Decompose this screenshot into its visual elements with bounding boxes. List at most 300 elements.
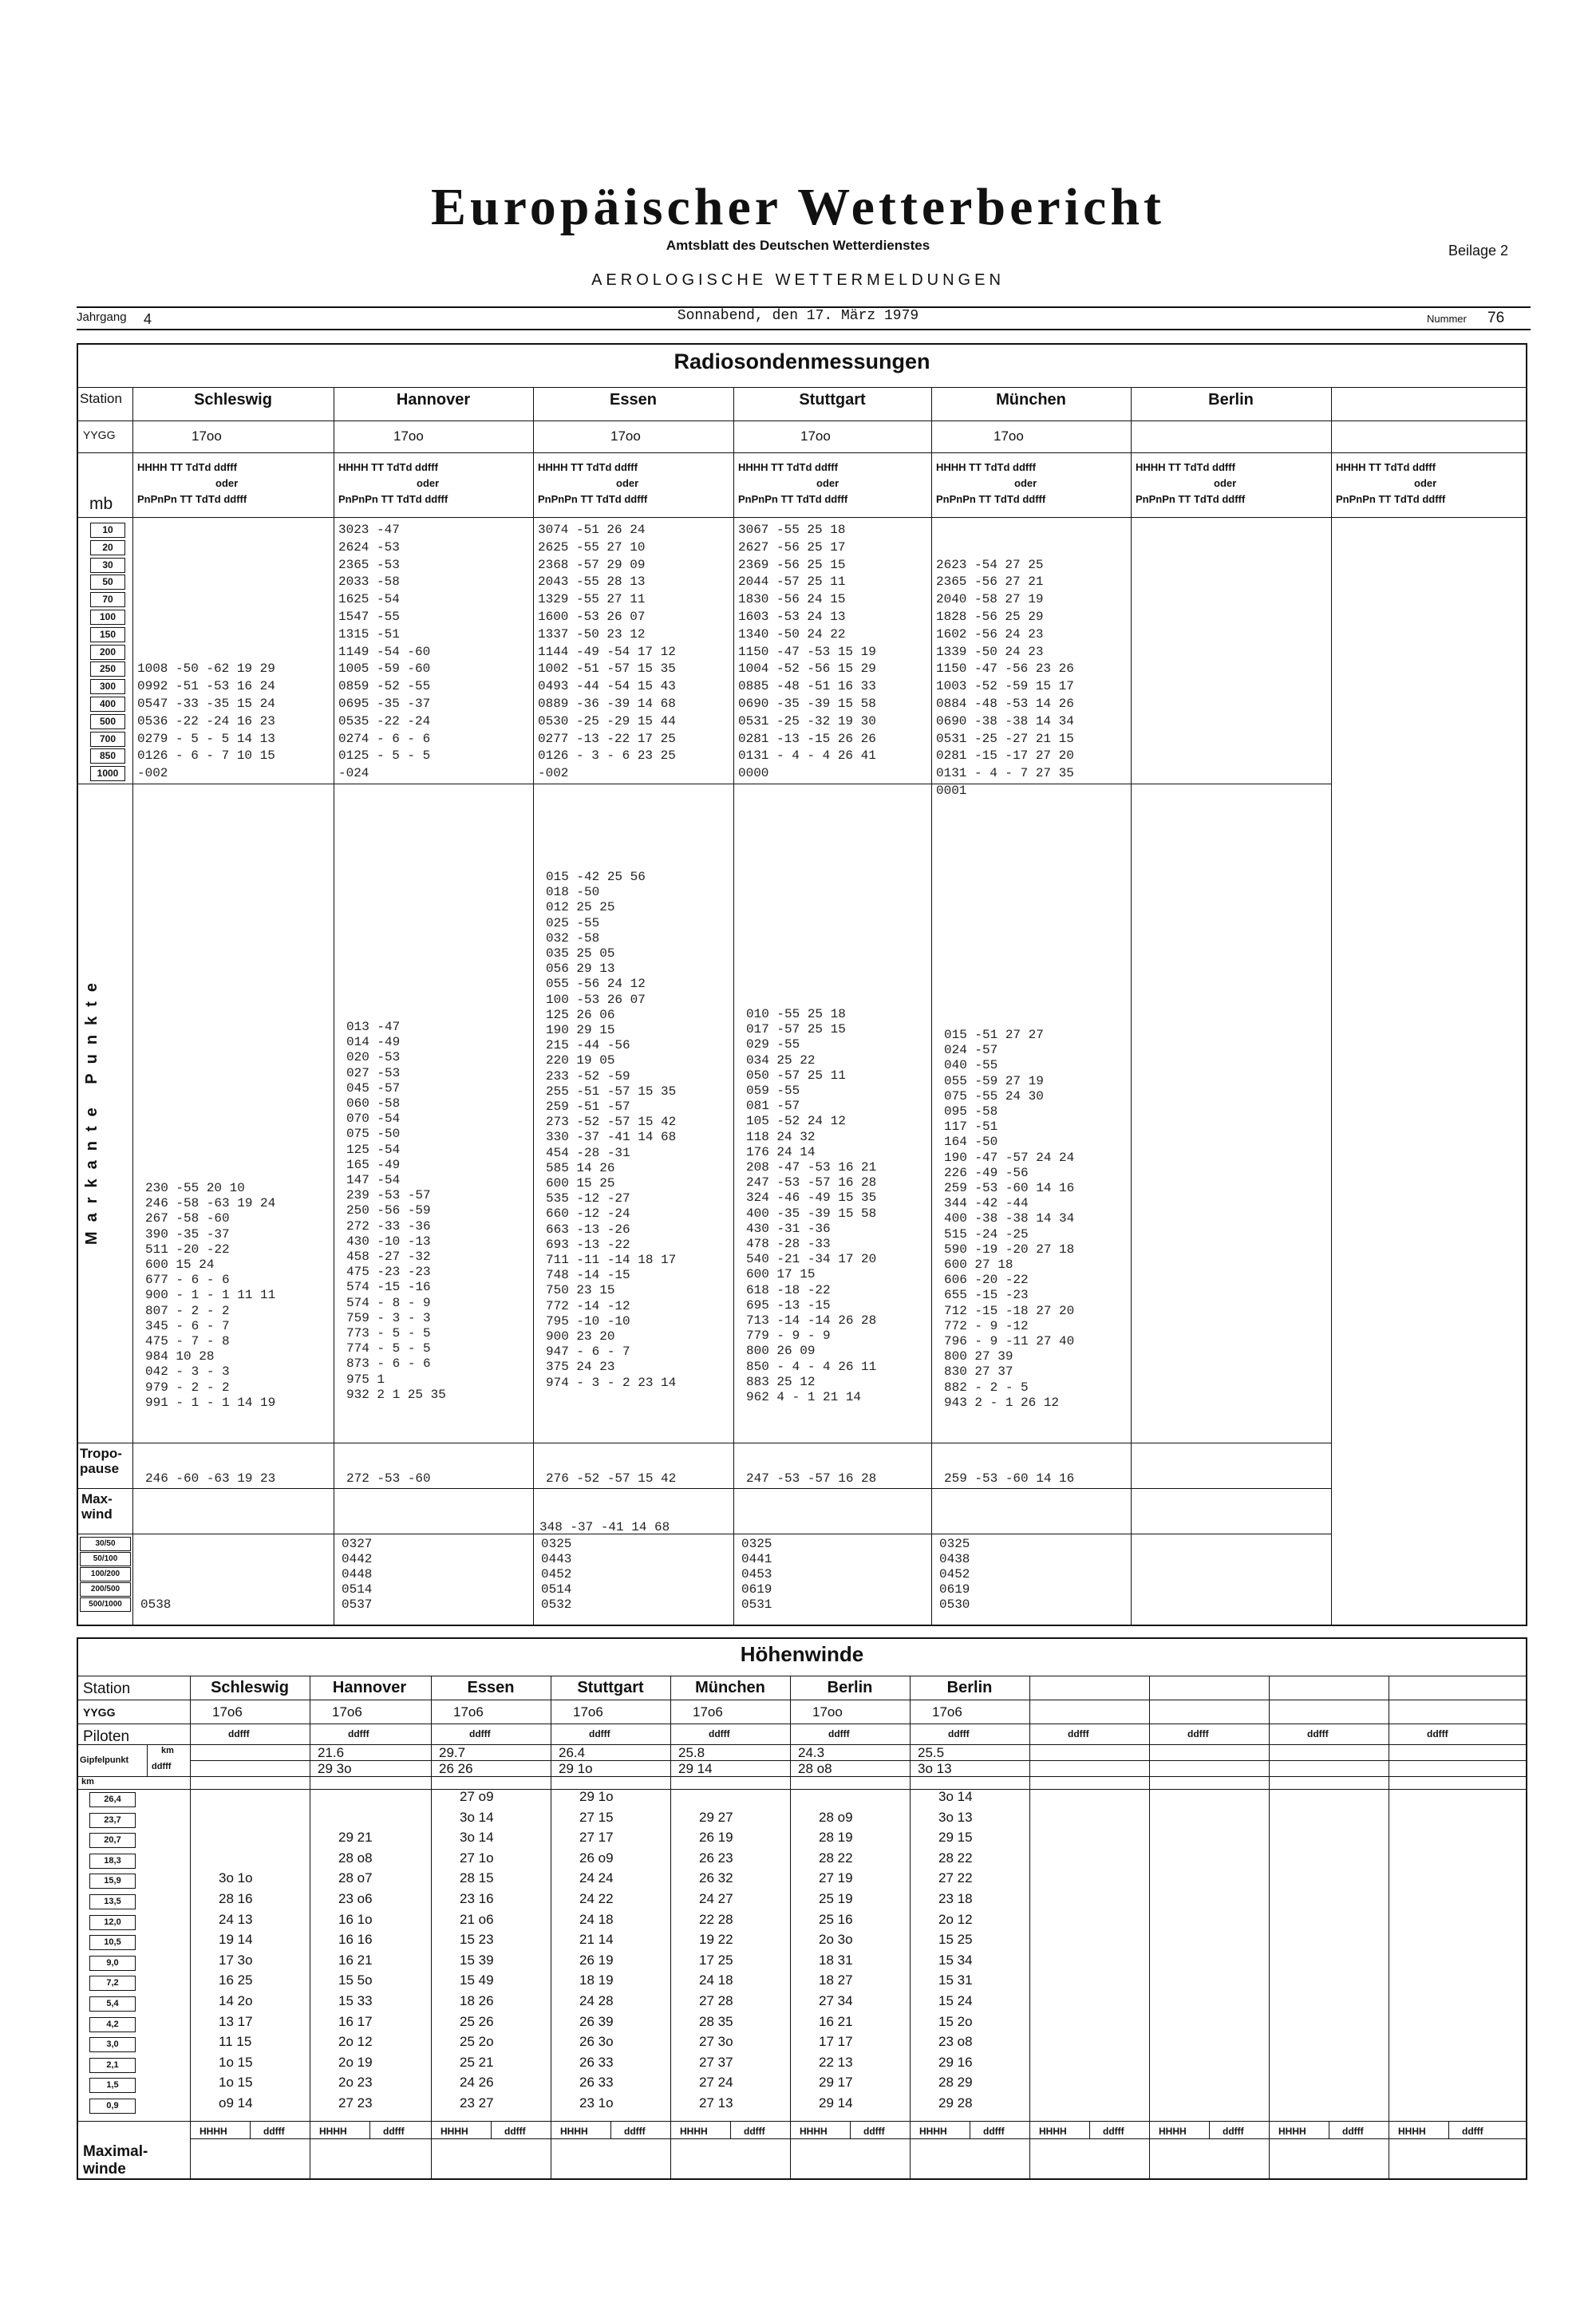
wind-value: 28 15 <box>460 1870 494 1886</box>
height-level: 23,7 <box>89 1813 136 1828</box>
summit-km: 26.4 <box>559 1745 586 1760</box>
significant-point-value: 259 -51 -57 <box>546 1100 630 1114</box>
rule <box>77 452 1527 453</box>
layer-value: 0448 <box>342 1567 373 1581</box>
significant-point-value: 055 -59 27 19 <box>944 1073 1044 1088</box>
wind-value: 1o 15 <box>219 2075 253 2091</box>
code-header: PnPnPn TT TdTd ddfff <box>1336 493 1446 505</box>
rule <box>670 1676 671 2180</box>
wind-value: 15 39 <box>460 1952 494 1968</box>
wind-value: 29 1o <box>579 1789 614 1804</box>
summit-wind: 29 1o <box>559 1761 593 1776</box>
obs-time: 17o6 <box>212 1704 243 1720</box>
wind-value: 2o 12 <box>338 2034 373 2050</box>
section-heading: AEROLOGISCHE WETTERMELDUNGEN <box>591 271 1005 289</box>
significant-point-value: 081 -57 <box>746 1099 800 1114</box>
wind-value: 29 16 <box>938 2054 973 2070</box>
wind-value: 28 16 <box>219 1891 253 1906</box>
sounding-value: 1547 -55 <box>338 610 400 624</box>
wind-value: 29 14 <box>819 2095 853 2111</box>
height-level: 4,2 <box>89 2017 136 2032</box>
sounding-value: 0001 <box>936 784 967 798</box>
pressure-level: 30 <box>90 558 125 573</box>
layer-value: 0530 <box>939 1597 970 1612</box>
code-header: HHHH TT TdTd ddfff <box>936 461 1036 473</box>
rule <box>190 2138 1527 2139</box>
station-name: Berlin <box>1208 391 1254 409</box>
sounding-value: 1625 -54 <box>338 592 400 607</box>
sounding-value: 1340 -50 24 22 <box>738 626 846 642</box>
ddfff-header: ddfff <box>744 2126 765 2137</box>
wind-value: 27 15 <box>579 1809 614 1825</box>
obs-time: 17o6 <box>453 1704 484 1720</box>
significant-point-value: 147 -54 <box>346 1173 401 1187</box>
wind-value: 1o 15 <box>219 2054 253 2070</box>
height-level: 10,5 <box>89 1935 136 1950</box>
significant-point-value: 800 27 39 <box>944 1349 1013 1364</box>
wind-value: 26 19 <box>699 1830 733 1846</box>
significant-point-value: 273 -52 -57 15 42 <box>546 1115 677 1130</box>
height-level: 2,1 <box>89 2058 136 2073</box>
significant-point-value: 712 -15 -18 27 20 <box>944 1303 1075 1318</box>
sounding-value: 0535 -22 -24 <box>338 713 431 729</box>
obs-time: 17oo <box>994 428 1024 444</box>
sounding-value: 3067 -55 25 18 <box>738 523 846 537</box>
pressure-level: 400 <box>90 697 125 712</box>
significant-point-value: 511 -20 -22 <box>145 1242 230 1257</box>
obs-time: 17oo <box>192 428 222 444</box>
ddfff-header: ddfff <box>589 1728 610 1739</box>
significant-point-value: 075 -50 <box>346 1127 401 1142</box>
rule <box>250 2121 251 2138</box>
significant-point-value: 430 -10 -13 <box>346 1234 431 1249</box>
rule <box>77 1488 1331 1489</box>
markante-punkte-label: Markante Punkte <box>83 973 101 1246</box>
sounding-value: -024 <box>338 766 369 781</box>
pressure-level: 50 <box>90 575 125 590</box>
rule <box>1029 1676 1030 2180</box>
wind-value: 26 3o <box>579 2034 614 2050</box>
summit-km: 25.8 <box>678 1745 705 1760</box>
wind-value: 3o 13 <box>938 1809 973 1825</box>
ddfff-header: ddfff <box>1068 1728 1089 1739</box>
hhhh-header: HHHH <box>800 2126 828 2137</box>
col-sep <box>931 387 932 1626</box>
pressure-level: 70 <box>90 592 125 607</box>
layer-value: 0619 <box>741 1582 772 1597</box>
wind-value: 26 o9 <box>579 1850 614 1866</box>
wind-value: 27 3o <box>699 2034 733 2050</box>
significant-point-value: 882 - 2 - 5 <box>944 1380 1029 1395</box>
rule <box>190 1676 191 2180</box>
pressure-level: 850 <box>90 748 125 764</box>
layer-value: 0325 <box>741 1537 772 1551</box>
code-header: PnPnPn TT TdTd ddfff <box>738 493 848 505</box>
rule <box>790 1676 791 2180</box>
obs-time: 17oo <box>812 1704 843 1720</box>
sounding-value: 0531 -25 -27 21 15 <box>936 731 1074 746</box>
hhhh-header: HHHH <box>200 2126 227 2137</box>
significant-point-value: 677 - 6 - 6 <box>145 1273 230 1288</box>
pressure-level: 1000 <box>90 766 125 781</box>
sounding-value: 0281 -15 -17 27 20 <box>936 748 1074 764</box>
number-label: Nummer <box>1427 313 1467 325</box>
wind-value: 15 23 <box>460 1932 494 1948</box>
significant-point-value: 475 -23 -23 <box>346 1265 431 1280</box>
station-name: München <box>695 1679 765 1696</box>
significant-point-value: 247 -53 -57 16 28 <box>746 1175 877 1191</box>
layer-label: 200/500 <box>80 1582 131 1597</box>
significant-point-value: 600 27 18 <box>944 1258 1013 1272</box>
wind-value: 26 39 <box>579 2013 614 2029</box>
station-name: Essen <box>610 391 657 409</box>
code-oder: oder <box>616 477 639 489</box>
wind-value: 3o 14 <box>938 1789 973 1804</box>
sounding-value: 2625 -55 27 10 <box>538 539 646 555</box>
layer-value: 0325 <box>541 1537 572 1551</box>
radiosonde-title: Radiosondenmessungen <box>674 349 930 373</box>
code-oder: oder <box>1014 477 1037 489</box>
obs-time: 17o6 <box>332 1704 362 1720</box>
code-header: PnPnPn TT TdTd ddfff <box>538 493 648 505</box>
station-name: Berlin <box>827 1679 873 1696</box>
wind-value: 21 14 <box>579 1932 614 1948</box>
year-label: Jahrgang <box>77 310 127 324</box>
km-label: km <box>161 1746 174 1755</box>
wind-value: 23 o8 <box>938 2034 973 2050</box>
wind-value: 28 22 <box>938 1850 973 1866</box>
significant-point-value: 430 -31 -36 <box>746 1221 831 1236</box>
significant-point-value: 117 -51 <box>944 1119 998 1135</box>
significant-point-value: 748 -14 -15 <box>546 1268 630 1283</box>
significant-point-value: 230 -55 20 10 <box>145 1181 245 1195</box>
rule <box>190 1760 1527 1761</box>
wind-value: 18 19 <box>579 1972 614 1988</box>
sounding-value: 1602 -56 24 23 <box>936 626 1044 642</box>
col-sep <box>733 387 734 1626</box>
sounding-value: 0690 -35 -39 15 58 <box>738 697 876 711</box>
ddfff-header: ddfff <box>348 1728 369 1739</box>
wind-value: 25 21 <box>460 2054 494 2070</box>
significant-point-value: 024 -57 <box>944 1043 998 1058</box>
significant-point-value: 035 25 05 <box>546 946 615 961</box>
wind-value: 28 o7 <box>338 1870 373 1886</box>
upper-winds-title: Höhenwinde <box>740 1642 864 1666</box>
significant-point-value: 042 - 3 - 3 <box>145 1364 230 1380</box>
significant-point-value: 590 -19 -20 27 18 <box>944 1242 1075 1257</box>
pressure-level: 150 <box>90 627 125 642</box>
sounding-value: 1337 -50 23 12 <box>538 626 646 642</box>
wind-value: 2o 12 <box>938 1911 973 1927</box>
wind-value: 3o 14 <box>460 1830 494 1846</box>
wind-value: 15 25 <box>938 1932 973 1948</box>
significant-point-value: 208 -47 -53 16 21 <box>746 1160 877 1175</box>
significant-point-value: 239 -53 -57 <box>346 1188 431 1203</box>
station-name: Schleswig <box>194 391 272 409</box>
height-level: 3,0 <box>89 2037 136 2052</box>
sounding-value: 0889 -36 -39 14 68 <box>538 697 676 711</box>
significant-point-value: 013 -47 <box>346 1020 401 1034</box>
obs-time: 17o6 <box>693 1704 723 1720</box>
ddfff-header: ddfff <box>828 1728 850 1739</box>
sounding-value: 1005 -59 -60 <box>338 661 431 677</box>
wind-value: 26 33 <box>579 2075 614 2091</box>
significant-point-value: 400 -35 -39 15 58 <box>746 1206 877 1221</box>
wind-value: 3o 1o <box>219 1870 253 1886</box>
pressure-level: 500 <box>90 714 125 729</box>
significant-point-value: 164 -50 <box>944 1135 998 1150</box>
pressure-level: 300 <box>90 679 125 694</box>
station-name: Stuttgart <box>799 391 866 409</box>
significant-point-value: 255 -51 -57 15 35 <box>546 1084 677 1099</box>
summit-wind: 26 26 <box>439 1761 473 1776</box>
significant-point-value: 713 -14 -14 26 28 <box>746 1313 877 1328</box>
rule <box>1448 2121 1449 2138</box>
significant-point-value: 010 -55 25 18 <box>746 1007 846 1021</box>
significant-point-value: 475 - 7 - 8 <box>145 1334 230 1348</box>
significant-point-value: 873 - 6 - 6 <box>346 1356 431 1372</box>
sounding-value: 0690 -38 -38 14 34 <box>936 713 1074 729</box>
supplement-label: Beilage 2 <box>1448 243 1509 259</box>
significant-point-value: 267 -58 -60 <box>145 1211 230 1226</box>
wind-value: 28 22 <box>819 1850 853 1866</box>
sounding-value: 1339 -50 24 23 <box>936 644 1044 659</box>
significant-point-value: 176 24 14 <box>746 1144 816 1159</box>
wind-value: 23 16 <box>460 1891 494 1906</box>
sounding-value: 0126 - 3 - 6 23 25 <box>538 748 676 764</box>
significant-point-value: 056 29 13 <box>546 961 615 977</box>
wind-value: 27 1o <box>460 1850 494 1866</box>
sounding-value: 0000 <box>738 766 769 781</box>
sounding-value: 2624 -53 <box>338 539 400 555</box>
wind-value: 16 21 <box>819 2013 853 2029</box>
significant-point-value: 830 27 37 <box>944 1364 1013 1380</box>
significant-point-value: 774 - 5 - 5 <box>346 1341 431 1356</box>
wind-value: 13 17 <box>219 2013 253 2029</box>
tropopause-value: 272 -53 -60 <box>346 1471 431 1486</box>
wind-value: 24 13 <box>219 1911 253 1927</box>
wind-value: 28 35 <box>699 2013 733 2029</box>
wind-value: 29 27 <box>699 1809 733 1825</box>
wind-value: 23 27 <box>460 2095 494 2111</box>
sounding-value: 1315 -51 <box>338 626 400 642</box>
layer-value: 0453 <box>741 1567 772 1581</box>
publisher-line: Amtsblatt des Deutschen Wetterdienstes <box>666 238 930 253</box>
significant-point-value: 025 -55 <box>546 915 600 930</box>
wind-value: 29 17 <box>819 2075 853 2091</box>
significant-point-value: 015 -42 25 56 <box>546 870 646 884</box>
significant-point-value: 014 -49 <box>346 1035 401 1050</box>
summit-wind: 3o 13 <box>918 1761 952 1776</box>
wind-value: 15 2o <box>938 2013 973 2029</box>
significant-point-value: 900 23 20 <box>546 1329 615 1344</box>
col-sep <box>132 387 133 1626</box>
tropopause-value: 246 -60 -63 19 23 <box>145 1471 276 1486</box>
sounding-value: 1003 -52 -59 15 17 <box>936 679 1074 694</box>
rule <box>610 2121 611 2138</box>
sounding-value: 0131 - 4 - 4 26 41 <box>738 748 876 764</box>
wind-value: 15 33 <box>338 1993 373 2008</box>
ddfff-header: ddfff <box>383 2126 405 2137</box>
layer-value: 0325 <box>939 1537 970 1551</box>
wind-value: 29 28 <box>938 2095 973 2111</box>
sounding-value: 0493 -44 -54 15 43 <box>538 679 676 694</box>
ddfff-header: ddfff <box>709 1728 730 1739</box>
sounding-value: 2623 -54 27 25 <box>936 557 1044 572</box>
sounding-value: 2043 -55 28 13 <box>538 575 646 590</box>
significant-point-value: 979 - 2 - 2 <box>145 1380 230 1395</box>
code-oder: oder <box>417 477 440 489</box>
pressure-level: 700 <box>90 732 125 747</box>
significant-point-value: 663 -13 -26 <box>546 1222 630 1237</box>
significant-point-value: 259 -53 -60 14 16 <box>944 1181 1075 1195</box>
summit-km: 29.7 <box>439 1745 466 1760</box>
maxwind-label: Max-wind <box>81 1491 113 1522</box>
wind-value: 24 24 <box>579 1870 614 1886</box>
significant-point-value: 075 -55 24 30 <box>944 1088 1044 1104</box>
height-level: 9,0 <box>89 1956 136 1971</box>
layer-label: 100/200 <box>80 1567 131 1581</box>
significant-point-value: 750 23 15 <box>546 1283 615 1298</box>
wind-value: 25 2o <box>460 2034 494 2050</box>
code-header: PnPnPn TT TdTd ddfff <box>936 493 1046 505</box>
code-header: PnPnPn TT TdTd ddfff <box>137 493 247 505</box>
wind-value: o9 14 <box>219 2095 253 2111</box>
significant-point-value: 454 -28 -31 <box>546 1145 630 1160</box>
sounding-value: 0279 - 5 - 5 14 13 <box>137 731 275 746</box>
obs-time: 17oo <box>800 428 831 444</box>
height-level: 5,4 <box>89 1996 136 2012</box>
station-label: Station <box>80 391 122 406</box>
sounding-value: 1603 -53 24 13 <box>738 610 846 624</box>
significant-point-value: 029 -55 <box>746 1037 800 1052</box>
layer-value: 0327 <box>342 1537 373 1551</box>
ddfff-header: ddfff <box>228 1728 250 1739</box>
rule <box>910 1676 911 2180</box>
significant-point-value: 059 -55 <box>746 1084 800 1098</box>
significant-point-value: 655 -15 -23 <box>944 1288 1029 1303</box>
significant-point-value: 772 -14 -12 <box>546 1298 630 1313</box>
significant-point-value: 220 19 05 <box>546 1053 615 1068</box>
code-header: HHHH TT TdTd ddfff <box>1336 461 1436 473</box>
significant-point-value: 012 25 25 <box>546 900 615 915</box>
sounding-value: 3074 -51 26 24 <box>538 523 646 537</box>
wind-value: 25 26 <box>460 2013 494 2029</box>
layer-value: 0532 <box>541 1597 572 1612</box>
wind-value: 22 13 <box>819 2054 853 2070</box>
sounding-value: 0695 -35 -37 <box>338 697 431 711</box>
significant-point-value: 400 -38 -38 14 34 <box>944 1211 1075 1226</box>
wind-value: 23 o6 <box>338 1891 373 1906</box>
code-oder: oder <box>1414 477 1437 489</box>
height-level: 18,3 <box>89 1854 136 1869</box>
height-level: 1,5 <box>89 2078 136 2093</box>
issue-date: Sonnabend, den 17. März 1979 <box>677 308 919 324</box>
obs-time: 17o6 <box>573 1704 603 1720</box>
significant-point-value: 883 25 12 <box>746 1374 816 1389</box>
km-label: km <box>81 1777 94 1787</box>
significant-point-value: 055 -56 24 12 <box>546 977 646 992</box>
wind-value: 18 26 <box>460 1993 494 2008</box>
significant-point-value: 032 -58 <box>546 930 600 946</box>
hhhh-header: HHHH <box>1398 2126 1426 2137</box>
sounding-value: 0884 -48 -53 14 26 <box>936 697 1074 711</box>
sounding-value: 0859 -52 -55 <box>338 679 431 694</box>
significant-point-value: 246 -58 -63 19 24 <box>145 1196 276 1211</box>
wind-value: 27 17 <box>579 1830 614 1846</box>
wind-value: 24 26 <box>460 2075 494 2091</box>
height-level: 20,7 <box>89 1833 136 1848</box>
wind-value: 16 16 <box>338 1932 373 1948</box>
significant-point-value: 233 -52 -59 <box>546 1068 630 1084</box>
significant-point-value: 779 - 9 - 9 <box>746 1329 831 1344</box>
wind-value: 17 3o <box>219 1952 253 1968</box>
significant-point-value: 390 -35 -37 <box>145 1226 230 1242</box>
significant-point-value: 932 2 1 25 35 <box>346 1387 446 1402</box>
layer-label: 30/50 <box>80 1537 131 1551</box>
significant-point-value: 943 2 - 1 26 12 <box>944 1395 1060 1410</box>
layer-value: 0531 <box>741 1597 772 1612</box>
significant-point-value: 574 - 8 - 9 <box>346 1295 431 1310</box>
summit-km: 21.6 <box>318 1745 345 1760</box>
wind-value: 25 16 <box>819 1911 853 1927</box>
sounding-value: 1828 -56 25 29 <box>936 610 1044 624</box>
sounding-value: -002 <box>137 766 168 781</box>
wind-value: 15 34 <box>938 1952 973 1968</box>
significant-point-value: 772 - 9 -12 <box>944 1318 1029 1333</box>
significant-point-value: 345 - 6 - 7 <box>145 1318 230 1333</box>
ddfff-header: ddfff <box>1462 2126 1483 2137</box>
significant-point-value: 458 -27 -32 <box>346 1250 431 1264</box>
wind-value: 15 24 <box>938 1993 973 2008</box>
hhhh-header: HHHH <box>560 2126 588 2137</box>
ddfff-header: ddfff <box>1223 2126 1244 2137</box>
significant-point-value: 330 -37 -41 14 68 <box>546 1130 677 1145</box>
significant-point-value: 478 -28 -33 <box>746 1237 831 1251</box>
significant-point-value: 984 10 28 <box>145 1349 215 1364</box>
sounding-value: 2365 -56 27 21 <box>936 575 1044 590</box>
wind-value: 24 22 <box>579 1891 614 1906</box>
col-sep <box>533 387 534 1626</box>
significant-point-value: 660 -12 -24 <box>546 1206 630 1222</box>
significant-point-value: 018 -50 <box>546 885 600 900</box>
wind-value: 19 14 <box>219 1932 253 1948</box>
rule <box>77 1789 1527 1790</box>
sounding-value: 1008 -50 -62 19 29 <box>137 661 275 677</box>
wind-value: 29 21 <box>338 1830 373 1846</box>
sounding-value: 1329 -55 27 11 <box>538 592 646 607</box>
station-name: Essen <box>467 1679 515 1696</box>
significant-point-value: 540 -21 -34 17 20 <box>746 1252 877 1267</box>
col-sep <box>1131 387 1132 1626</box>
wind-value: 15 31 <box>938 1972 973 1988</box>
significant-point-value: 695 -13 -15 <box>746 1297 831 1313</box>
pressure-level: 200 <box>90 645 125 660</box>
layer-value: 0537 <box>342 1597 373 1612</box>
summit-km: 25.5 <box>918 1745 945 1760</box>
pressure-level: 250 <box>90 661 125 677</box>
sounding-value: 0277 -13 -22 17 25 <box>538 731 676 746</box>
sounding-value: 1144 -49 -54 17 12 <box>538 644 676 659</box>
summit-wind: 28 o8 <box>798 1761 832 1776</box>
wind-value: 28 o9 <box>819 1809 853 1825</box>
station-name: Berlin <box>946 1679 993 1696</box>
significant-point-value: 034 25 22 <box>746 1052 816 1068</box>
significant-point-value: 900 - 1 - 1 11 11 <box>145 1288 276 1303</box>
sounding-value: 1149 -54 -60 <box>338 644 431 659</box>
wind-value: 2o 3o <box>819 1932 853 1948</box>
station-label: Station <box>83 1680 131 1697</box>
